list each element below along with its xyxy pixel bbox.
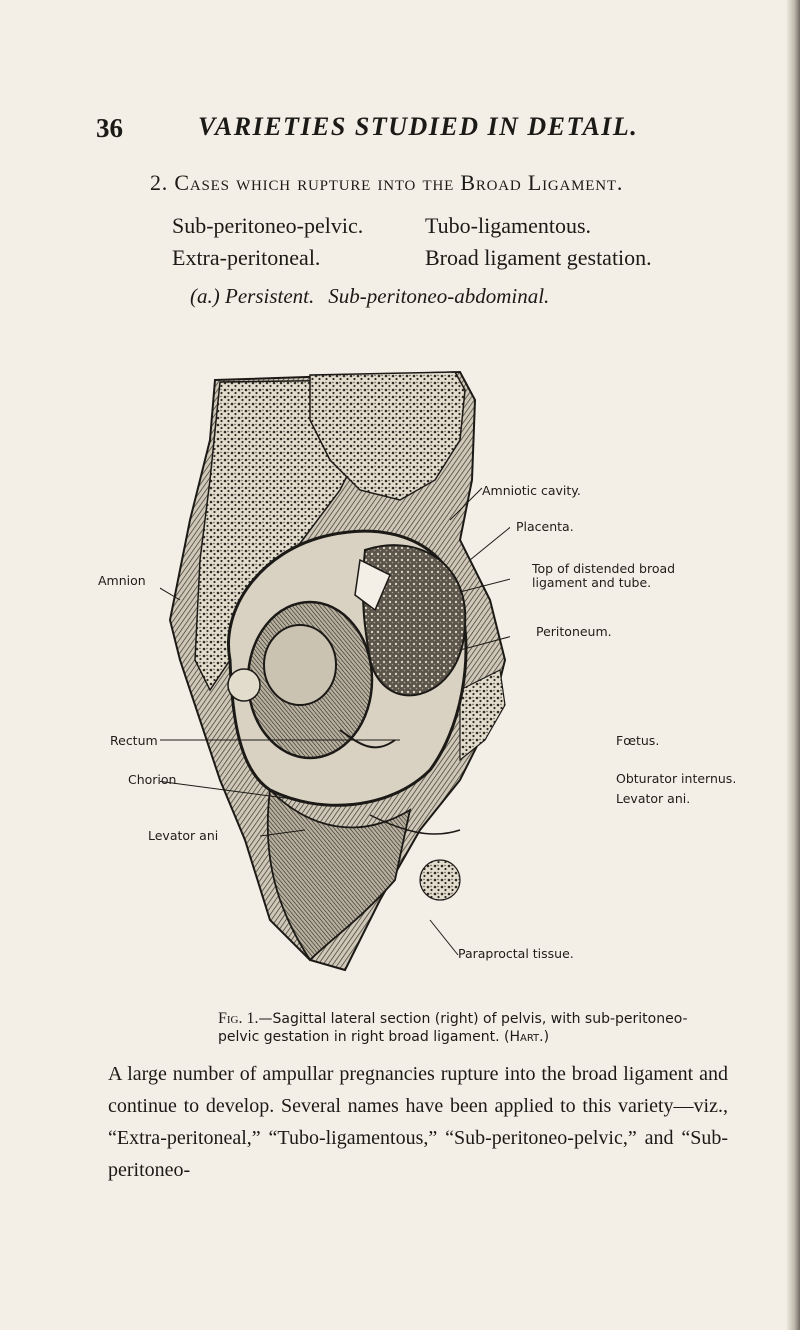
label-levator-ani-left: Levator ani (148, 828, 219, 843)
label-amnion: Amnion (98, 573, 146, 588)
subheading (190, 284, 549, 309)
label-placenta: Placenta. (516, 519, 574, 534)
page-number: 36 (96, 113, 123, 143)
subheading-type: Sub-peritoneo-abdominal. (328, 284, 550, 308)
pelvis-section-illustration (160, 360, 510, 985)
label-top-of-ligament-line1: Top of distended broad (532, 561, 676, 576)
label-peritoneum: Peritoneum. (536, 624, 612, 639)
pelvis-section-figure (160, 360, 510, 985)
label-top-of-ligament-line2: ligament and tube. (532, 575, 652, 590)
subheading-label: Persistent. (225, 284, 315, 308)
foetus-head (264, 625, 336, 705)
label-foetus: Fœtus. (616, 733, 660, 748)
section-title: Cases which rupture into the Broad Ligament. (174, 170, 624, 195)
section-heading (150, 170, 623, 196)
subheading-marker: (a.) (190, 284, 220, 308)
leader-placenta (470, 525, 510, 560)
label-rectum: Rectum (110, 733, 158, 748)
body-paragraph: A large number of ampullar pregnancies rupture into the broad ligament and continue to develop. Several names have been applied to this variety—viz., “Extra-peritoneal,” “Tubo-ligamentous,” “Sub-peritoneo-pelvic,” and “Sub-peritoneo- (108, 1063, 728, 1181)
figure-caption (218, 1010, 688, 1046)
leader-paraproctal (430, 920, 458, 955)
page-edge-shadow (786, 0, 800, 1330)
caption-prefix: Fig. 1. (218, 1010, 259, 1027)
synonym-broad-ligament-gestation: Broad ligament gestation. (425, 245, 652, 270)
label-obturator-internus: Obturator internus. (616, 771, 737, 786)
label-chorion: Chorion (128, 772, 177, 787)
label-paraproctal-tissue: Paraproctal tissue. (458, 946, 574, 961)
paraproctal-region (420, 860, 460, 900)
section-number: 2. (150, 170, 169, 195)
synonym-extra-peritoneal: Extra-peritoneal. (172, 245, 321, 270)
synonym-sub-peritoneo-pelvic: Sub-peritoneo-pelvic. (172, 213, 364, 238)
running-head: VARIETIES STUDIED IN DETAIL. (198, 112, 639, 141)
label-levator-ani-right: Levator ani. (616, 791, 691, 806)
label-amniotic-cavity: Amniotic cavity. (482, 483, 581, 498)
synonym-tubo-ligamentous: Tubo-ligamentous. (425, 213, 592, 238)
label-top-of-ligament (532, 562, 675, 590)
caption-credit: (Hart.) (503, 1029, 550, 1045)
caption-text: —Sagittal lateral section (right) of pelvis, with sub-peritoneo-pelvic gestation in right broad ligament. (218, 1011, 688, 1045)
foetus-limb (228, 669, 260, 701)
